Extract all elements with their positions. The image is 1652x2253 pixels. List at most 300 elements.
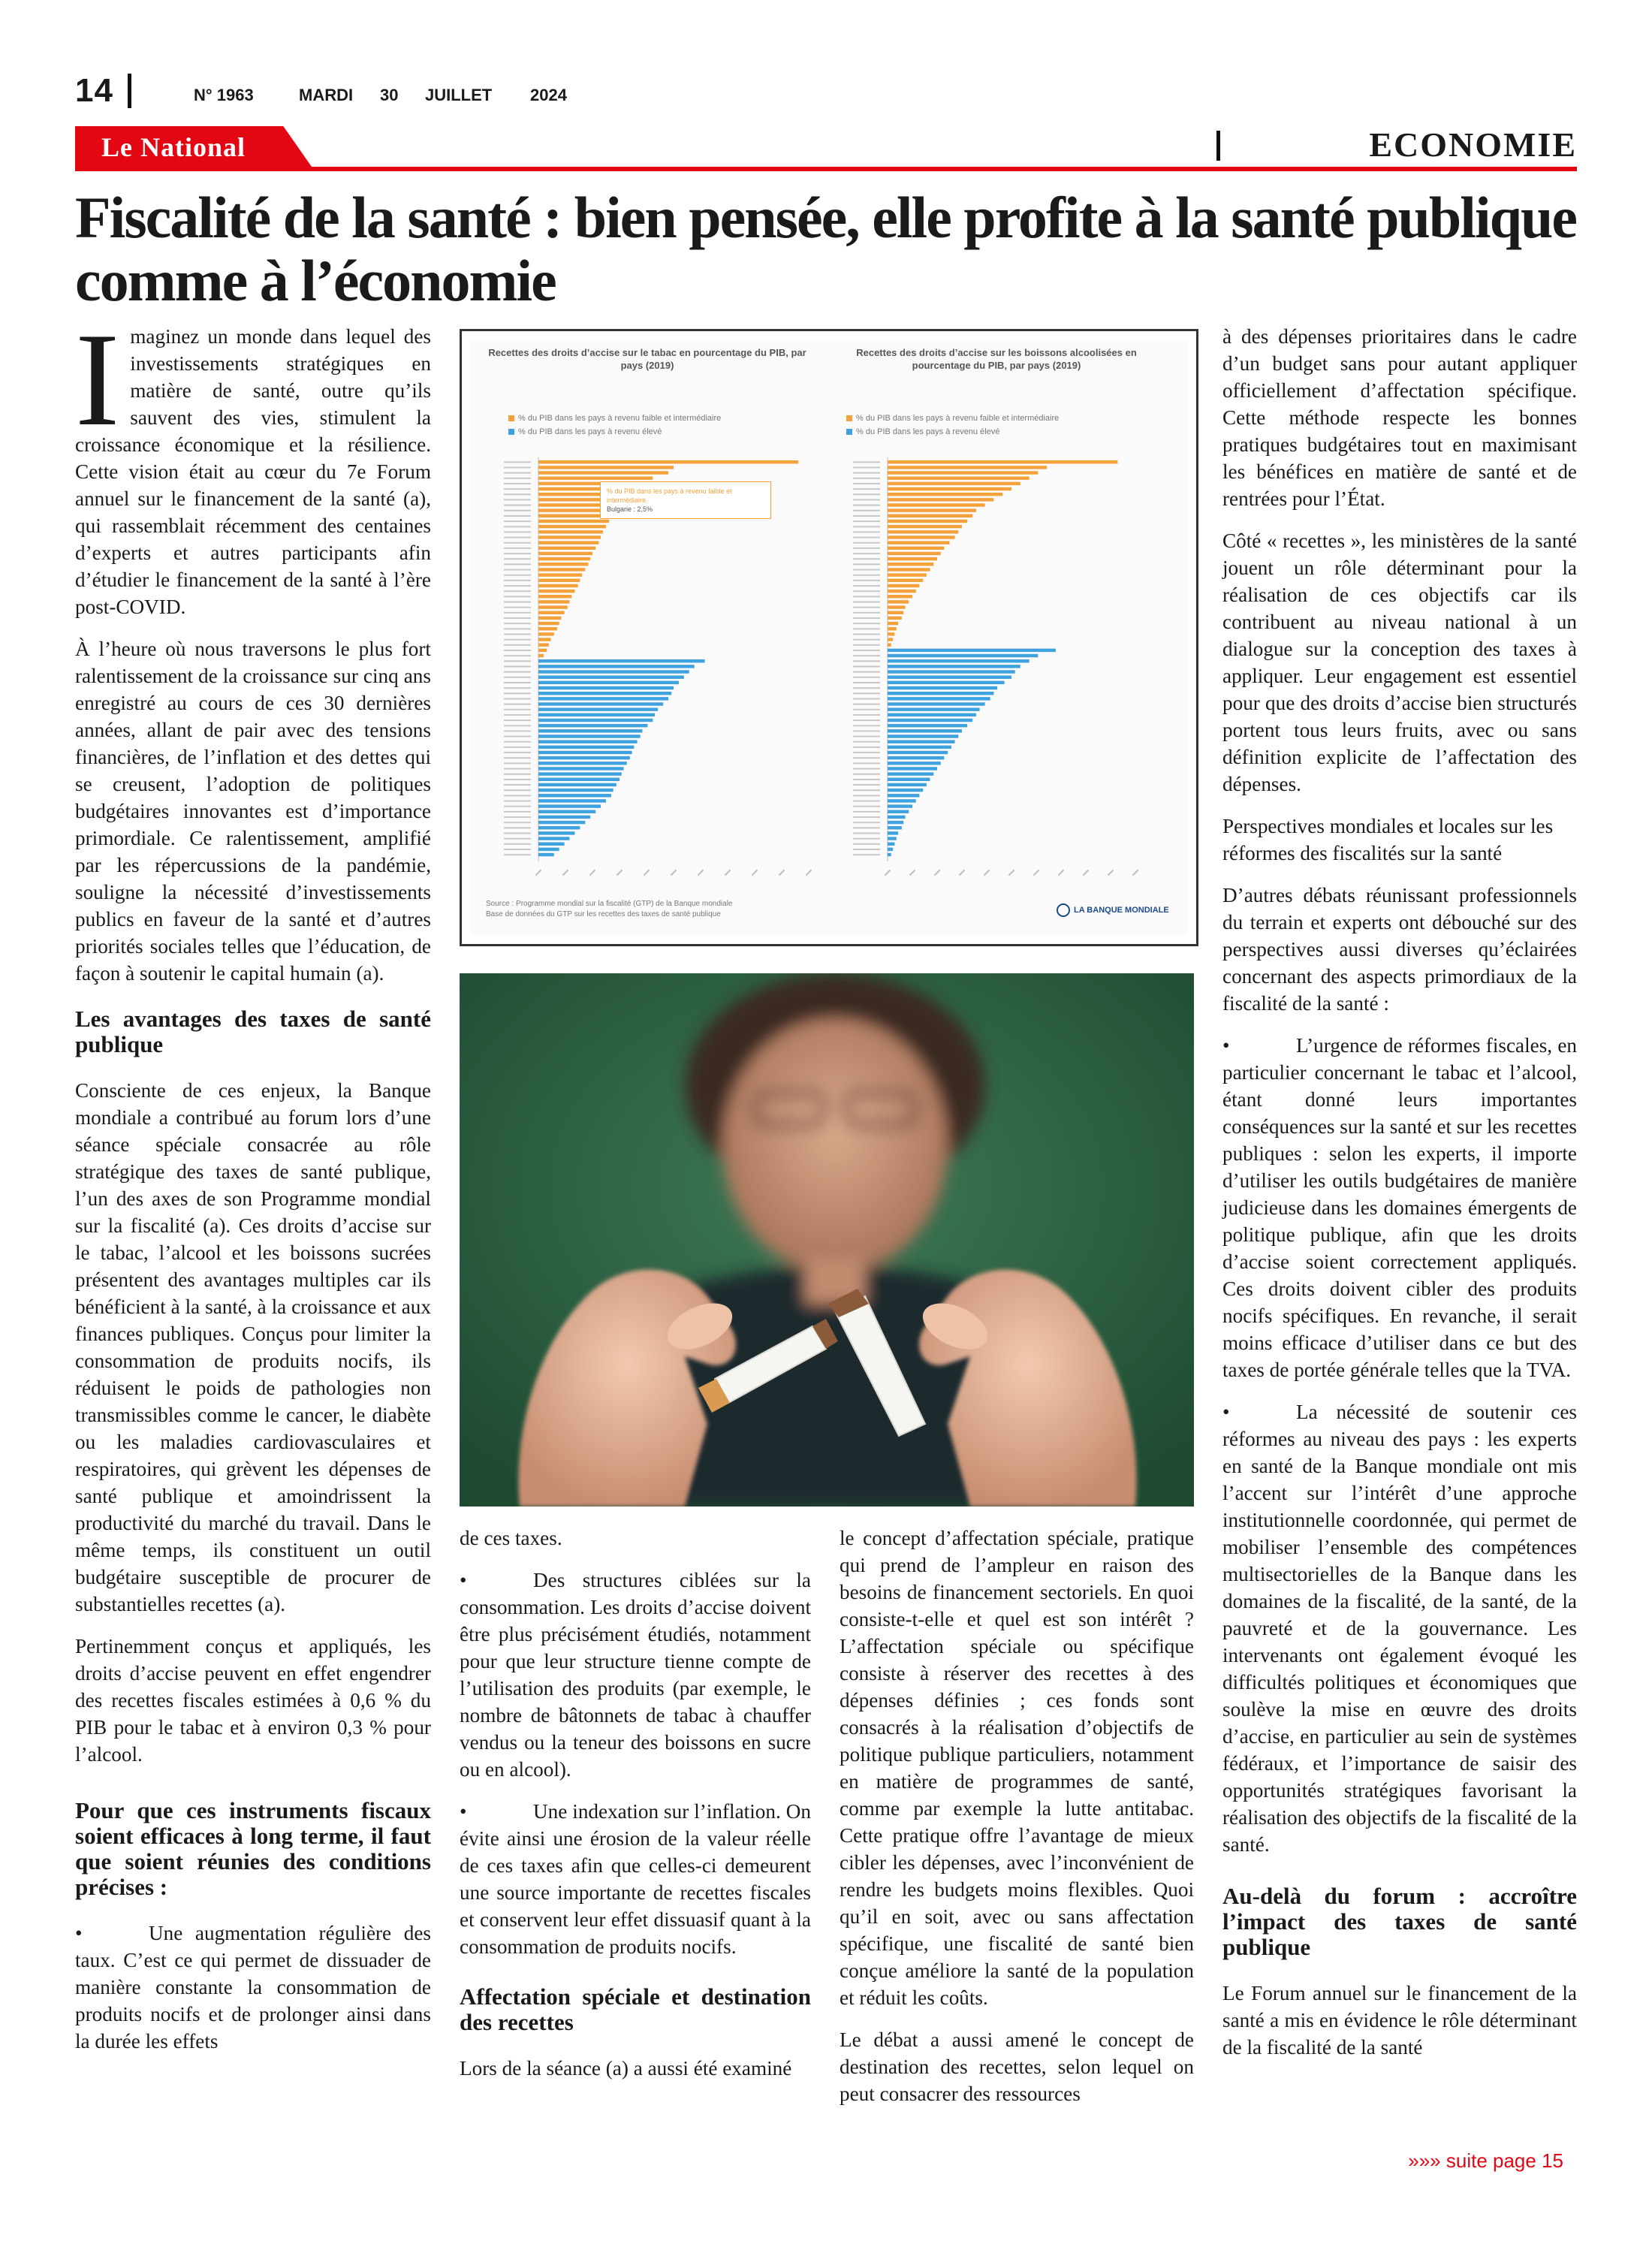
category-label-mark xyxy=(853,596,880,597)
x-tick-mark xyxy=(1058,870,1064,876)
category-label-mark xyxy=(853,558,880,559)
bar-high-income xyxy=(538,783,616,786)
category-label-mark xyxy=(504,499,531,500)
bar-low-middle-income xyxy=(538,573,582,576)
category-label-mark xyxy=(504,515,531,517)
bar-high-income xyxy=(888,751,948,754)
bar-high-income xyxy=(888,837,897,840)
bar-low-middle-income xyxy=(538,466,674,469)
bar-high-income xyxy=(538,789,613,792)
category-label-mark xyxy=(853,466,880,468)
category-label-mark xyxy=(853,671,880,673)
bar-high-income xyxy=(538,659,705,662)
category-label-mark xyxy=(853,789,880,791)
bullet-glyph: • xyxy=(460,1569,467,1591)
bar-high-income xyxy=(888,826,902,829)
bar-high-income xyxy=(538,762,627,765)
category-label-mark xyxy=(853,660,880,662)
x-tick-mark xyxy=(1033,870,1039,876)
bar-low-middle-income xyxy=(888,520,967,523)
bar-high-income xyxy=(888,713,976,716)
category-label-mark xyxy=(504,757,531,759)
bar-high-income xyxy=(538,740,638,743)
bar-low-middle-income xyxy=(888,562,933,566)
category-label-mark xyxy=(853,762,880,764)
category-label-mark xyxy=(504,612,531,614)
category-label-mark xyxy=(504,547,531,549)
category-label-mark xyxy=(504,806,531,807)
legend-text: % du PIB dans les pays à revenu faible et intermédiaire xyxy=(856,414,1060,423)
category-label-mark xyxy=(504,483,531,484)
bar-high-income xyxy=(538,843,565,846)
cigarette-photo xyxy=(460,973,1194,1507)
category-label-mark xyxy=(504,563,531,565)
chart-figure xyxy=(460,329,1198,946)
x-tick-mark xyxy=(984,870,990,876)
section-heading: Pour que ces instruments fiscaux soient efficaces à long terme, il faut que soient réunies des conditions précises : xyxy=(75,1797,431,1900)
category-label-mark xyxy=(853,655,880,656)
bar-high-income xyxy=(538,734,641,737)
bar-low-middle-income xyxy=(538,562,588,566)
bullet-glyph: • xyxy=(460,1800,467,1823)
category-label-mark xyxy=(504,580,531,581)
category-label-mark xyxy=(853,779,880,780)
list-item xyxy=(460,1798,811,1960)
category-label-mark xyxy=(504,488,531,490)
bar-high-income xyxy=(538,772,622,775)
x-tick-mark xyxy=(1108,870,1114,876)
bar-high-income xyxy=(888,654,1038,657)
category-label-mark xyxy=(504,526,531,527)
issue-year: 2024 xyxy=(530,86,567,104)
bar-high-income xyxy=(888,702,985,705)
bar-high-income xyxy=(538,681,679,684)
category-label-mark xyxy=(504,590,531,592)
bar-high-income xyxy=(538,826,580,829)
bar-low-middle-income xyxy=(538,595,571,598)
category-label-mark xyxy=(853,784,880,786)
bar-low-middle-income xyxy=(538,627,557,630)
bar-high-income xyxy=(888,692,993,695)
category-label-mark xyxy=(504,660,531,662)
list-item xyxy=(1222,1398,1577,1858)
bar-low-middle-income xyxy=(888,622,898,625)
category-label-mark xyxy=(853,741,880,743)
bar-high-income xyxy=(888,843,894,846)
category-label-mark xyxy=(853,607,880,608)
bar-high-income xyxy=(888,794,919,797)
bar-low-middle-income xyxy=(888,605,906,608)
bar-low-middle-income xyxy=(888,627,897,630)
bar-high-income xyxy=(538,719,653,722)
category-label-mark xyxy=(853,746,880,748)
x-tick-mark xyxy=(1132,870,1138,876)
drop-cap: I xyxy=(75,305,120,454)
bar-high-income xyxy=(888,848,893,851)
bar-high-income xyxy=(888,719,972,722)
category-label-mark xyxy=(853,736,880,737)
paragraph: À l’heure où nous traversons le plus fort ralentissement de la croissance sur cinq ans enregistré au cours de ces 30 dernières années, allant de pair avec des tensions financières, de l’inflation et des dettes qui se creusent, l’adoption de politiques budgétaires innovantes est d’importance primordiale. Ce ralentissement, amplifié par les répercussions de la pandémie, souligne la nécessité d’investissements publics en faveur de la santé et d’autres priorités sociales telles que l’éducation, de façon à soutenir le capital humain (a). xyxy=(75,638,431,985)
subheading-paragraph: Perspectives mondiales et locales sur les réformes des fiscalités sur la santé xyxy=(1222,815,1554,864)
bar-high-income xyxy=(888,659,1029,662)
category-label-mark xyxy=(504,553,531,554)
paragraph: D’autres débats réunissant professionnels du terrain et experts ont débouché sur des perspectives aussi diverses qu’éclairées concernant des aspects primordiaux de la fiscalité de la santé : xyxy=(1222,884,1577,1015)
category-label-mark xyxy=(504,849,531,850)
category-label-mark xyxy=(504,520,531,522)
list-item-text: Une indexation sur l’inflation. On évite ainsi une érosion de la valeur réelle de ces taxes afin que celles-ci demeurent une source importante de recettes fiscales et conservent leur effet dissuasif quant à la consommation de produits nocifs. xyxy=(460,1800,811,1958)
bar-low-middle-income xyxy=(538,649,547,652)
bar-low-middle-income xyxy=(538,541,598,544)
x-tick-mark xyxy=(725,870,731,876)
bar-high-income xyxy=(888,853,891,856)
category-label-mark xyxy=(504,628,531,629)
paragraph: maginez un monde dans lequel des investissements stratégiques en matière de santé, outre qu’ils sauvent des vies, stimulent la croissance économique et la résilience. Cette vision était au cœur du 7e Forum annuel sur le financement de la santé (a), qui rassemblait récemment des centaines d’experts et autres participants afin d’étudier le financement de la santé à l’ère post-COVID. xyxy=(75,325,431,618)
bar-low-middle-income xyxy=(888,579,923,582)
category-label-mark xyxy=(853,730,880,731)
category-label-mark xyxy=(504,682,531,683)
category-label-mark xyxy=(853,816,880,818)
category-label-mark xyxy=(504,692,531,694)
bar-high-income xyxy=(538,804,601,807)
bar-low-middle-income xyxy=(538,547,595,550)
bar-high-income xyxy=(888,804,912,807)
bar-high-income xyxy=(538,746,634,749)
category-label-mark xyxy=(853,704,880,705)
section-rubric: ECONOMIE xyxy=(1369,125,1577,164)
category-label-mark xyxy=(853,795,880,796)
bar-high-income xyxy=(538,794,611,797)
category-label-mark xyxy=(504,779,531,780)
paragraph: Lors de la séance (a) a aussi été examiné xyxy=(460,2057,792,2080)
category-label-mark xyxy=(853,531,880,532)
category-label-mark xyxy=(853,687,880,689)
photo-woman-breaking-cigarette xyxy=(460,973,1194,1507)
category-label-mark xyxy=(504,741,531,743)
category-label-mark xyxy=(853,602,880,603)
bar-high-income xyxy=(538,853,554,856)
category-label-mark xyxy=(504,542,531,544)
bullet-glyph: • xyxy=(75,1922,83,1944)
category-label-mark xyxy=(853,580,880,581)
bar-high-income xyxy=(538,675,684,678)
bar-low-middle-income xyxy=(888,584,919,587)
category-label-mark xyxy=(504,725,531,726)
bar-high-income xyxy=(538,810,595,813)
paragraph: à des dépenses prioritaires dans le cadre d’un budget sans pour autant appliquer officiellement d’affectation spécifique. Cette méthode respecte les bonnes pratiques budgétaires tout en maximisant les bénéfices en matière de santé et de rentrées pour l’État. xyxy=(1222,325,1577,510)
column-2 xyxy=(460,1525,811,2097)
category-label-mark xyxy=(853,854,880,855)
category-label-mark xyxy=(853,505,880,506)
paragraph: Pertinemment conçus et appliqués, les droits d’accise peuvent en effet engendrer des recettes fiscales estimées à 0,6 % du PIB pour le tabac et à environ 0,3 % pour l’alcool. xyxy=(75,1635,431,1766)
category-label-mark xyxy=(853,547,880,549)
bar-high-income xyxy=(538,713,655,716)
bar-low-middle-income xyxy=(888,557,937,560)
bar-low-middle-income xyxy=(888,638,893,641)
category-label-mark xyxy=(504,585,531,587)
bullet-glyph: • xyxy=(1222,1401,1230,1423)
category-label-mark xyxy=(504,639,531,641)
bar-low-middle-income xyxy=(538,638,551,641)
bar-high-income xyxy=(538,751,632,754)
bar-low-middle-income xyxy=(538,520,609,523)
bar-low-middle-income xyxy=(888,547,944,550)
bar-low-middle-income xyxy=(538,552,592,555)
tooltip-value: Bulgarie : 2,5% xyxy=(607,505,653,513)
category-label-mark xyxy=(853,617,880,619)
section-heading: Au-delà du forum : accroître l’impact des taxes de santé publique xyxy=(1222,1883,1577,1960)
category-label-mark xyxy=(853,510,880,511)
bar-high-income xyxy=(538,686,674,689)
category-label-mark xyxy=(504,558,531,559)
category-label-mark xyxy=(853,483,880,484)
bar-low-middle-income xyxy=(538,584,578,587)
list-item xyxy=(460,1567,811,1783)
bar-high-income xyxy=(888,649,1056,652)
category-label-mark xyxy=(504,822,531,823)
category-label-mark xyxy=(504,854,531,855)
category-label-mark xyxy=(504,746,531,748)
category-label-mark xyxy=(504,843,531,845)
bar-high-income xyxy=(538,799,606,802)
category-label-mark xyxy=(504,466,531,468)
category-label-mark xyxy=(853,515,880,517)
list-item-text: L’urgence de réformes fiscales, en particulier concernant le tabac et l’alcool, étant donné leurs importantes conséquences sur la santé et sur les recettes publiques : selon les experts, il importe d’utiliser les outils budgétaires de manière judicieuse dans les domaines émergents de politique publique, afin que les droits d’accise soient correctement appliqués. Ces droits doivent cibler des produits nocifs spécifiques. En revanche, il serait moins efficace d’utiliser dans ce but des taxes de portée générale telles que la TVA. xyxy=(1222,1034,1577,1381)
legend-text: % du PIB dans les pays à revenu faible et intermédiaire xyxy=(518,414,722,423)
bar-low-middle-income xyxy=(538,471,668,474)
bar-high-income xyxy=(888,675,1011,678)
x-tick-mark xyxy=(644,870,650,876)
bar-high-income xyxy=(888,762,941,765)
article-headline: Fiscalité de la santé : bien pensée, elle profite à la santé publique comme à l’économie xyxy=(75,185,1577,313)
issue-number: N° 1963 xyxy=(194,86,254,104)
bar-high-income xyxy=(538,831,574,834)
bar-low-middle-income xyxy=(888,503,985,506)
category-label-mark xyxy=(853,682,880,683)
category-label-mark xyxy=(853,553,880,554)
category-label-mark xyxy=(853,650,880,651)
x-tick-mark xyxy=(885,870,891,876)
category-label-mark xyxy=(853,843,880,845)
chart-title-left: Recettes des droits d’accise sur le tabac en pourcentage du PIB, par pays (2019) xyxy=(488,347,806,371)
list-item xyxy=(1222,1032,1577,1383)
category-label-mark xyxy=(853,822,880,823)
chart-panel xyxy=(471,340,1187,935)
category-label-mark xyxy=(853,520,880,522)
bar-low-middle-income xyxy=(538,568,585,571)
category-label-mark xyxy=(853,709,880,710)
bar-low-middle-income xyxy=(538,632,554,635)
category-label-mark xyxy=(853,827,880,828)
category-label-mark xyxy=(853,461,880,463)
category-label-mark xyxy=(853,801,880,802)
category-label-mark xyxy=(504,827,531,828)
bar-high-income xyxy=(538,670,689,673)
category-label-mark xyxy=(504,833,531,834)
category-label-mark xyxy=(504,838,531,840)
bar-high-income xyxy=(538,837,570,840)
bar-charts xyxy=(471,340,1187,935)
bar-high-income xyxy=(538,724,647,727)
page-number-divider xyxy=(128,74,131,108)
category-label-mark xyxy=(504,774,531,775)
bar-high-income xyxy=(538,778,620,781)
x-tick-mark xyxy=(909,870,915,876)
category-label-mark xyxy=(853,698,880,699)
continued-link[interactable]: »»» suite page 15 xyxy=(1408,2149,1563,2172)
category-label-mark xyxy=(853,639,880,641)
list-item-text: La nécessité de soutenir ces réformes au niveau des pays : les experts en santé de la Banque mondiale ont mis l’accent sur l’intérêt d’une approche institutionnelle coordonnée, qui permet de mobiliser l’ensemble des compétences multisectorielles de la Banque dans les domaines de la fiscalité, de la santé, de la pauvreté et de la gouvernance. Les intervenants ont également évoqué les difficultés politiques et économiques que soulève la mise en œuvre des droits d’accise, en particulier au sein de systèmes fédéraux, et l’importance de saisir des opportunités stratégiques favorisant la réalisation des objectifs de la fiscalité de la santé. xyxy=(1222,1401,1577,1856)
category-label-mark xyxy=(504,730,531,731)
category-label-mark xyxy=(504,596,531,597)
bar-low-middle-income xyxy=(888,595,912,598)
x-tick-mark xyxy=(752,870,758,876)
bar-low-middle-income xyxy=(888,611,903,614)
issue-date-day: 30 xyxy=(380,86,399,104)
category-label-mark xyxy=(853,569,880,571)
bar-high-income xyxy=(538,697,668,700)
globe-icon xyxy=(1057,903,1070,917)
x-tick-mark xyxy=(535,870,541,876)
category-label-mark xyxy=(504,644,531,646)
bar-high-income xyxy=(538,729,642,732)
bar-high-income xyxy=(888,697,990,700)
bar-high-income xyxy=(538,756,630,759)
paragraph: Côté « recettes », les ministères de la santé jouent un rôle déterminant pour la réalisation de ces objectifs car ils contribuent au niveau national à un dialogue sur la conception des taxes à appliquer. Leur engagement est essentiel pour que des droits d’accise bien structurés portent tous leurs fruits, avec ou sans définition explicite de l’affectation des dépenses. xyxy=(1222,529,1577,795)
paragraph: Consciente de ces enjeux, la Banque mondiale a contribué au forum lors d’une séance spéciale consacrée au rôle stratégique des taxes de santé publique, l’un des axes de son Programme mondial sur la fiscalité (a). Ces droits d’accise sur le tabac, l’alcool et les boissons sucrées présentent des avantages multiples car ils bénéficient à la santé, à la croissance et aux finances publiques. Conçus pour limiter la consommation de produits nocifs, ils réduisent le poids de pathologies non transmissibles comme le cancer, le diabète ou les maladies cardiovasculaires et respiratoires, qui grèvent les dépenses de santé publique et amoindrissent la productivité du marché du travail. Dans le même temps, ils constituent un outil budgétaire susceptible de procurer de substantielles recettes (a). xyxy=(75,1079,431,1615)
bar-high-income xyxy=(888,767,937,770)
bar-low-middle-income xyxy=(888,535,955,538)
bar-low-middle-income xyxy=(888,573,927,576)
category-label-mark xyxy=(853,612,880,614)
list-item-text: Une augmentation régulière des taux. C’est ce qui permet de dissuader de manière constante la consommation de produits nocifs et de prolonger ainsi dans la durée les effets xyxy=(75,1922,431,2052)
x-tick-mark xyxy=(616,870,623,876)
bar-high-income xyxy=(888,670,1015,673)
category-label-mark xyxy=(504,493,531,495)
category-label-mark xyxy=(853,499,880,500)
category-label-mark xyxy=(504,795,531,796)
x-tick-mark xyxy=(698,870,704,876)
category-label-mark xyxy=(853,714,880,716)
category-label-mark xyxy=(853,849,880,850)
category-label-mark xyxy=(853,628,880,629)
column-3 xyxy=(840,1525,1194,2122)
bar-high-income xyxy=(888,746,951,749)
bar-high-income xyxy=(538,707,658,710)
chart-tooltip xyxy=(600,481,771,519)
bar-high-income xyxy=(538,767,624,770)
bar-low-middle-income xyxy=(538,654,544,657)
bar-low-middle-income xyxy=(888,466,1047,469)
category-label-mark xyxy=(504,575,531,576)
category-label-mark xyxy=(853,806,880,807)
category-label-mark xyxy=(504,714,531,716)
bar-low-middle-income xyxy=(538,611,565,614)
bar-low-middle-income xyxy=(538,605,568,608)
category-label-mark xyxy=(504,811,531,813)
paragraph: Le Forum annuel sur le financement de la santé a mis en évidence le rôle déterminant de la fiscalité de la santé xyxy=(1222,1982,1577,2058)
bar-low-middle-income xyxy=(888,508,976,511)
section-heading: Affectation spéciale et destination des recettes xyxy=(460,1983,811,2035)
issue-month: JUILLET xyxy=(425,86,493,104)
bar-high-income xyxy=(888,831,898,834)
category-label-mark xyxy=(853,575,880,576)
bar-low-middle-income xyxy=(538,535,601,538)
bullet-glyph: • xyxy=(1222,1034,1230,1057)
category-label-mark xyxy=(853,774,880,775)
bar-low-middle-income xyxy=(888,632,894,635)
bar-low-middle-income xyxy=(888,460,1117,463)
bar-low-middle-income xyxy=(888,482,1020,485)
bar-high-income xyxy=(888,772,933,775)
bar-high-income xyxy=(888,778,930,781)
category-label-mark xyxy=(504,634,531,635)
logo-text: LA BANQUE MONDIALE xyxy=(1074,905,1169,915)
category-label-mark xyxy=(504,537,531,538)
category-label-mark xyxy=(853,768,880,770)
category-label-mark xyxy=(853,719,880,721)
bar-high-income xyxy=(538,821,585,824)
bar-low-middle-income xyxy=(538,590,574,593)
world-bank-logo xyxy=(1057,903,1169,917)
bar-low-middle-income xyxy=(888,476,1029,479)
bar-low-middle-income xyxy=(888,530,958,533)
category-label-mark xyxy=(504,602,531,603)
tooltip-title: % du PIB dans les pays à revenu faible et intermédiaire xyxy=(607,487,732,504)
bar-low-middle-income xyxy=(888,617,902,620)
bar-high-income xyxy=(538,848,559,851)
category-label-mark xyxy=(504,709,531,710)
category-label-mark xyxy=(504,816,531,818)
bar-high-income xyxy=(538,702,663,705)
x-tick-mark xyxy=(779,870,785,876)
category-label-mark xyxy=(504,617,531,619)
category-label-mark xyxy=(504,704,531,705)
x-tick-mark xyxy=(959,870,965,876)
category-label-mark xyxy=(504,531,531,532)
category-label-mark xyxy=(853,590,880,592)
category-label-mark xyxy=(504,623,531,624)
category-label-mark xyxy=(853,677,880,678)
category-label-mark xyxy=(853,478,880,479)
bar-low-middle-income xyxy=(888,471,1038,474)
bar-high-income xyxy=(888,816,906,819)
category-label-mark xyxy=(504,505,531,506)
paragraph: Le débat a aussi amené le concept de destination des recettes, selon lequel on peut consacrer des ressources xyxy=(840,2028,1194,2105)
bar-high-income xyxy=(888,724,967,727)
bar-high-income xyxy=(888,729,962,732)
bar-low-middle-income xyxy=(538,525,606,528)
category-label-mark xyxy=(853,526,880,527)
legend-text: % du PIB dans les pays à revenu élevé xyxy=(518,427,662,436)
bar-low-middle-income xyxy=(888,493,1002,496)
category-label-mark xyxy=(853,563,880,565)
rubric-divider xyxy=(1216,131,1220,161)
category-label-mark xyxy=(853,488,880,490)
category-label-mark xyxy=(853,725,880,726)
category-label-mark xyxy=(504,736,531,737)
bar-high-income xyxy=(538,692,671,695)
category-label-mark xyxy=(504,768,531,770)
bar-low-middle-income xyxy=(538,460,798,463)
bar-low-middle-income xyxy=(888,552,941,555)
category-label-mark xyxy=(504,687,531,689)
bar-low-middle-income xyxy=(538,644,549,647)
category-label-mark xyxy=(504,752,531,753)
category-label-mark xyxy=(853,542,880,544)
category-label-mark xyxy=(853,752,880,753)
paragraph: de ces taxes. xyxy=(460,1527,562,1549)
category-label-mark xyxy=(504,671,531,673)
